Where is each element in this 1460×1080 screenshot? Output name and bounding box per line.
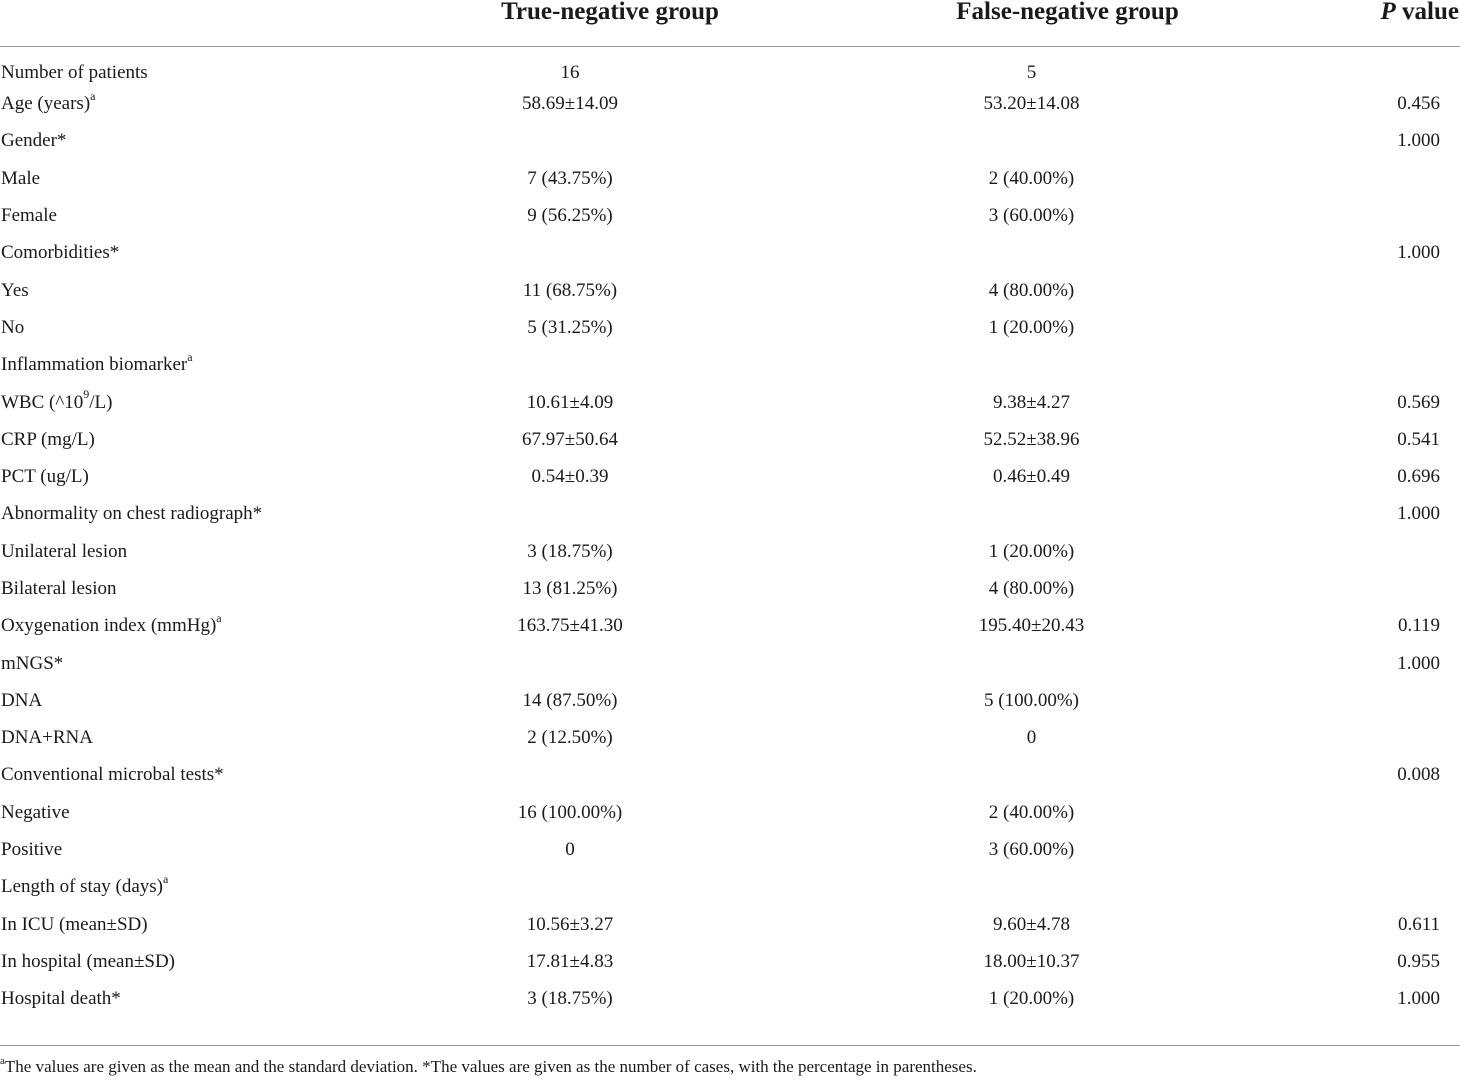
cell-p-value <box>1263 570 1460 607</box>
row-label-text-suffix: /L) <box>89 391 113 413</box>
table-row <box>0 644 1460 681</box>
cell-false-negative: 52.52±38.96 <box>983 428 1080 450</box>
cell-false-negative: 1 (20.00%) <box>988 316 1075 338</box>
table-row <box>0 197 1460 234</box>
row-label <box>0 906 340 943</box>
header-p-word: value <box>1395 0 1459 25</box>
row-label <box>0 607 340 644</box>
cell-true-negative: 17.81±4.83 <box>526 950 614 972</box>
cell-p-value: 1.000 <box>1397 988 1440 1010</box>
table-bottom-rule <box>0 1045 1460 1046</box>
cell-true-negative <box>340 495 800 532</box>
table-row <box>0 682 1460 719</box>
cell-p-value <box>1263 719 1460 756</box>
header-p-letter: P <box>1380 0 1396 25</box>
cell-p-value <box>1263 794 1460 831</box>
row-label <box>0 868 340 905</box>
cell-false-negative: 0 <box>1026 727 1037 749</box>
cell-p-value: 0.008 <box>1397 764 1440 786</box>
table-row <box>0 85 1460 122</box>
footnote-superscript: a <box>0 1055 5 1068</box>
row-label-text: PCT (ug/L) <box>1 466 89 488</box>
row-label <box>0 682 340 719</box>
row-label <box>0 122 340 159</box>
table-row <box>0 122 1460 159</box>
cell-true-negative <box>340 756 800 793</box>
cell-false-negative: 2 (40.00%) <box>988 801 1075 823</box>
row-label-text: Female <box>1 205 57 227</box>
row-label-superscript: a <box>187 349 193 364</box>
cell-false-negative <box>800 122 1263 159</box>
row-label-text: Bilateral lesion <box>1 578 117 599</box>
cell-p-value <box>1263 309 1460 346</box>
table-row <box>0 719 1460 756</box>
row-label-text: Unilateral lesion <box>1 540 128 562</box>
cell-true-negative: 58.69±14.09 <box>522 93 618 115</box>
cell-false-negative: 53.20±14.08 <box>983 93 1080 115</box>
cell-p-value <box>1263 271 1460 308</box>
row-label-text: In ICU (mean±SD) <box>1 913 148 935</box>
row-label-text: In hospital (mean±SD) <box>1 950 176 972</box>
cell-p-value: 0.611 <box>1397 913 1440 935</box>
cell-false-negative: 9.38±4.27 <box>993 391 1070 413</box>
row-label <box>0 197 340 234</box>
row-label <box>0 794 340 831</box>
row-label <box>0 756 340 793</box>
table-row <box>0 346 1460 383</box>
cell-p-value: 1.000 <box>1397 503 1440 525</box>
cell-p-value <box>1263 533 1460 570</box>
table-row <box>0 831 1460 868</box>
row-label <box>0 421 340 458</box>
cell-true-negative <box>340 644 800 681</box>
row-label-text: mNGS* <box>1 652 64 674</box>
row-label <box>0 458 340 495</box>
table-row <box>0 756 1460 793</box>
table-row <box>0 868 1460 905</box>
cell-true-negative: 7 (43.75%) <box>527 167 613 189</box>
row-label-text: Comorbidities* <box>1 242 120 264</box>
table-row <box>0 533 1460 570</box>
row-label <box>0 533 340 570</box>
cell-true-negative: 16 (100.00%) <box>517 801 623 823</box>
row-label <box>0 831 340 868</box>
table-row <box>0 309 1460 346</box>
table-row <box>0 980 1460 1017</box>
cell-p-value <box>1263 47 1460 86</box>
table-body <box>0 47 1460 1018</box>
cell-false-negative <box>800 495 1263 532</box>
table-footnote <box>0 1057 977 1077</box>
table-row <box>0 570 1460 607</box>
table-row <box>0 421 1460 458</box>
cell-true-negative: 0.54±0.39 <box>531 466 609 488</box>
header-true-negative-group: True-negative group <box>340 0 800 47</box>
cell-false-negative: 1 (20.00%) <box>988 988 1075 1010</box>
row-label <box>0 495 340 532</box>
row-label-text: Length of stay (days) <box>1 876 163 898</box>
cell-p-value: 0.696 <box>1397 466 1440 488</box>
table-row <box>0 234 1460 271</box>
row-label <box>0 309 340 346</box>
header-false-negative-group: False-negative group <box>800 0 1263 47</box>
row-label-text: Yes <box>1 279 29 301</box>
row-label-text: Number of patients <box>1 61 148 83</box>
cell-p-value: 1.000 <box>1397 652 1440 674</box>
table-row <box>0 47 1460 86</box>
row-label <box>0 47 340 86</box>
row-label-text: Oxygenation index (mmHg) <box>1 615 217 637</box>
cell-p-value: 0.955 <box>1397 950 1440 972</box>
cell-false-negative: 1 (20.00%) <box>988 540 1075 562</box>
cell-true-negative: 3 (18.75%) <box>527 988 613 1010</box>
cell-true-negative: 13 (81.25%) <box>522 578 618 599</box>
row-label <box>0 271 340 308</box>
cell-true-negative: 163.75±41.30 <box>517 615 623 637</box>
cell-false-negative <box>800 644 1263 681</box>
cell-p-value <box>1263 197 1460 234</box>
cell-true-negative: 11 (68.75%) <box>522 279 618 301</box>
cell-p-value: 1.000 <box>1397 130 1440 152</box>
cell-false-negative: 5 <box>1026 61 1037 83</box>
cell-false-negative <box>800 868 1263 905</box>
header-p-value <box>1263 0 1460 47</box>
table-row <box>0 794 1460 831</box>
cell-p-value: 0.541 <box>1397 428 1440 450</box>
cell-p-value <box>1263 831 1460 868</box>
row-label-text: Conventional microbal tests* <box>1 764 224 786</box>
cell-false-negative: 4 (80.00%) <box>988 578 1075 599</box>
cell-p-value: 0.456 <box>1397 93 1440 115</box>
row-label <box>0 346 340 383</box>
cell-p-value <box>1263 868 1460 905</box>
row-label <box>0 570 340 607</box>
cell-true-negative: 14 (87.50%) <box>522 689 618 711</box>
cell-false-negative: 0.46±0.49 <box>993 466 1070 488</box>
cell-true-negative: 2 (12.50%) <box>527 727 613 749</box>
cell-true-negative <box>340 234 800 271</box>
row-label-text: Positive <box>1 839 63 861</box>
row-label <box>0 980 340 1017</box>
row-label-superscript: a <box>90 88 96 103</box>
table-row <box>0 906 1460 943</box>
cell-true-negative: 0 <box>565 839 575 861</box>
cell-true-negative: 16 <box>560 61 580 83</box>
row-label <box>0 644 340 681</box>
footnote-text: The values are given as the mean and the standard deviation. *The values are given as the number of cases, with the percentage in parentheses. <box>4 1057 977 1076</box>
row-label-text: DNA+RNA <box>1 727 93 749</box>
row-label <box>0 85 340 122</box>
row-label-text: Abnormality on chest radiograph* <box>1 503 263 525</box>
cell-p-value: 0.569 <box>1397 391 1440 413</box>
row-label-text: Age (years) <box>1 93 91 115</box>
cell-true-negative: 67.97±50.64 <box>522 428 618 450</box>
row-label <box>0 383 340 420</box>
cell-false-negative: 18.00±10.37 <box>983 950 1080 972</box>
cell-true-negative <box>340 868 800 905</box>
cell-p-value <box>1263 682 1460 719</box>
row-label <box>0 234 340 271</box>
table-header-row <box>0 0 1460 47</box>
cell-false-negative: 2 (40.00%) <box>988 167 1075 189</box>
cell-p-value <box>1263 160 1460 197</box>
cell-false-negative <box>800 234 1263 271</box>
cell-p-value: 0.119 <box>1397 615 1440 637</box>
cell-false-negative: 3 (60.00%) <box>988 839 1075 861</box>
row-label <box>0 719 340 756</box>
row-label-text: Hospital death* <box>1 988 121 1010</box>
cell-true-negative <box>340 122 800 159</box>
cell-false-negative: 3 (60.00%) <box>988 205 1075 227</box>
table-row <box>0 943 1460 980</box>
row-label-text: Male <box>1 167 41 189</box>
table-row <box>0 160 1460 197</box>
row-label-superscript: 9 <box>83 387 90 402</box>
cell-false-negative: 195.40±20.43 <box>978 615 1085 637</box>
table-row <box>0 607 1460 644</box>
cell-true-negative: 10.56±3.27 <box>526 913 614 935</box>
row-label-text: Gender* <box>1 130 67 152</box>
row-label-text: CRP (mg/L) <box>1 428 95 450</box>
cell-false-negative: 4 (80.00%) <box>988 279 1075 301</box>
cell-true-negative: 10.61±4.09 <box>526 391 614 413</box>
cell-false-negative <box>800 346 1263 383</box>
table-row <box>0 271 1460 308</box>
row-label-text: Negative <box>1 801 70 823</box>
table-row <box>0 458 1460 495</box>
cell-true-negative: 5 (31.25%) <box>527 316 613 338</box>
table-row <box>0 495 1460 532</box>
row-label-superscript: a <box>216 610 222 625</box>
cell-true-negative: 3 (18.75%) <box>527 540 613 562</box>
table-row <box>0 383 1460 420</box>
row-label-text: Inflammation biomarker <box>1 354 188 376</box>
row-label-text: WBC (^10 <box>1 391 84 413</box>
row-label <box>0 943 340 980</box>
cell-true-negative <box>340 346 800 383</box>
row-label <box>0 160 340 197</box>
row-label-text: No <box>1 316 25 338</box>
cell-false-negative: 9.60±4.78 <box>993 913 1070 935</box>
cell-false-negative <box>800 756 1263 793</box>
cell-p-value: 1.000 <box>1397 242 1440 264</box>
cell-true-negative: 9 (56.25%) <box>527 205 613 227</box>
row-label-text: DNA <box>1 689 43 711</box>
cell-false-negative: 5 (100.00%) <box>984 689 1079 711</box>
cell-p-value <box>1263 346 1460 383</box>
row-label-superscript: a <box>162 872 169 887</box>
header-label-column <box>0 0 340 47</box>
